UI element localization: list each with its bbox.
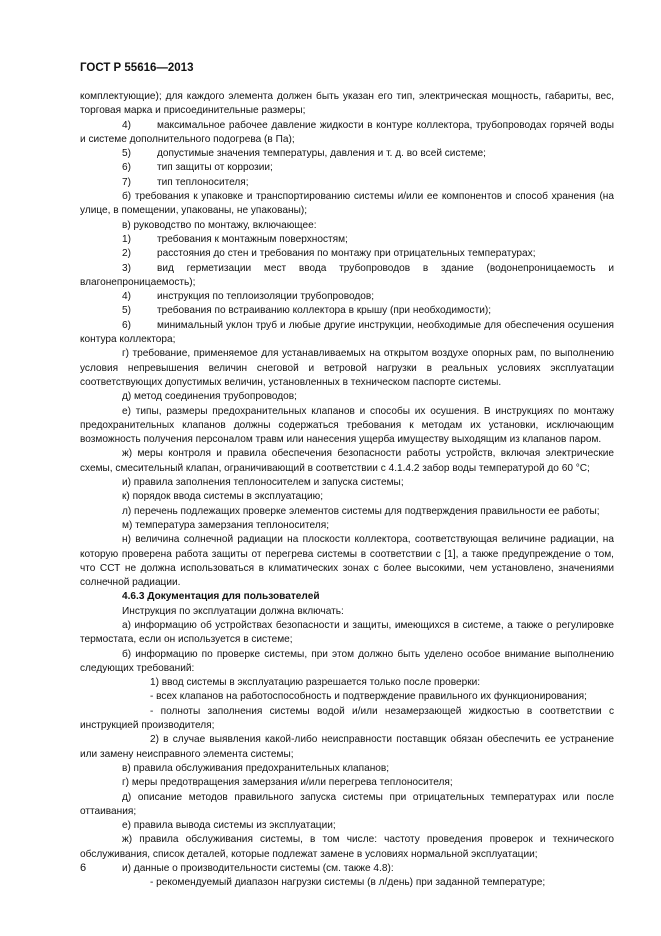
text-paragraph: 4.6.3 Документация для пользователей <box>122 591 320 603</box>
text-paragraph: к) порядок ввода системы в эксплуатацию; <box>122 491 324 503</box>
text-paragraph: н) величина солнечной радиации на плоскости коллектора, соответствующая величине радиации, на которую проверена работа защиты от перегрева системы в соответствии с [1], а также предупреждение о том, что ССТ не должна использоваться в климатических зонах с более высокими, чем установлено, значениями солнечной радиации. <box>80 534 614 589</box>
text-paragraph <box>80 247 614 261</box>
text-paragraph: ж) меры контроля и правила обеспечения безопасности работы устройств, включая электрические схемы, смесительный клапан, ограничивающий в соответствии с 4.1.4.2 забор воды температурой до 60 °С; <box>80 448 614 474</box>
text-paragraph: б) требования к упаковке и транспортированию системы и/или ее компонентов и способ хранения (на улице, в помещении, упакованы, не упакованы); <box>80 191 614 217</box>
list-number: 5) <box>122 148 131 160</box>
text-paragraph: ж) правила обслуживания системы, в том числе: частоту проведения проверок и технического обслуживания, список деталей, которые подлежат замене в условиях нормальной эксплуатации; <box>80 834 614 860</box>
list-number: 2) <box>122 248 131 260</box>
text-paragraph: - полноты заполнения системы водой и/или незамерзающей жидкостью в соответствии с инструкцией производителя; <box>80 705 614 732</box>
list-text: допустимые значения температуры, давления и т. д. во всей системе; <box>157 148 486 160</box>
text-paragraph <box>80 233 614 247</box>
text-paragraph <box>80 147 614 161</box>
text-paragraph <box>80 319 614 348</box>
text-paragraph <box>80 119 614 148</box>
list-number: 6) <box>122 319 131 331</box>
text-paragraph: и) данные о производительности системы (см. также 4.8): <box>122 863 394 875</box>
list-number: 4) <box>122 119 131 131</box>
text-paragraph: б) информацию по проверке системы, при этом должно быть уделено особое внимание выполнению следующих требований: <box>80 648 614 674</box>
list-text: расстояния до стен и требования по монтажу при отрицательных температурах; <box>157 248 536 260</box>
list-text: минимальный уклон труб и любые другие инструкции, необходимые для обеспечения осушения контура коллектора; <box>80 319 614 346</box>
page-number: 6 <box>80 862 87 874</box>
text-paragraph: е) типы, размеры предохранительных клапанов и способы их осушения. В инструкциях по монтажу предохранительных клапанов должны содержаться требования к методам их установки, исключающим возможность получения персоналом травм или нанесения ущерба имуществу выходящим из клапанов паром. <box>80 405 614 446</box>
list-text: вид герметизации мест ввода трубопроводов в здание (водонепроницаемость и влагонепроницаемость); <box>80 262 614 288</box>
list-number: 7) <box>122 176 131 188</box>
text-paragraph: г) требование, применяемое для устанавливаемых на открытом воздухе опорных рам, по выполнению условия непревышения величин снеговой и ветровой нагрузки в реальных условиях эксплуатации соответствующих допустимых величин, установленных в техническом паспорте системы. <box>80 348 614 388</box>
list-number: 4) <box>122 291 131 303</box>
list-number: 5) <box>122 305 131 317</box>
text-paragraph: и) правила заполнения теплоносителем и запуска системы; <box>122 477 404 489</box>
list-text: инструкция по теплоизоляции трубопроводов; <box>157 291 375 303</box>
text-paragraph: 1) ввод системы в эксплуатацию разрешается только после проверки: <box>150 677 481 689</box>
list-number: 3) <box>122 262 131 274</box>
text-paragraph: 2) в случае выявления какой-либо неисправности поставщик обязан обеспечить ее устранение или замену неисправного элемента системы; <box>80 734 614 760</box>
text-paragraph: а) информацию об устройствах безопасности и защиты, имеющихся в системе, а также о регулировке термостата, если он используется в системе; <box>80 619 614 646</box>
list-text: требования по встраиванию коллектора в крышу (при необходимости); <box>157 305 492 317</box>
standard-header: ГОСТ Р 55616—2013 <box>80 62 194 74</box>
list-text: требования к монтажным поверхностям; <box>157 233 348 245</box>
text-paragraph: в) руководство по монтажу, включающее: <box>122 219 317 231</box>
text-paragraph <box>80 176 614 190</box>
text-paragraph <box>80 304 614 318</box>
list-number: 6) <box>122 162 131 174</box>
text-paragraph: Инструкция по эксплуатации должна включать: <box>122 605 344 617</box>
list-text: максимальное рабочее давление жидкости в контуре коллектора, трубопроводах горячей воды и системе дополнительного подогрева (в Па); <box>80 119 614 145</box>
list-text: тип защиты от коррозии; <box>157 162 273 174</box>
text-paragraph: - рекомендуемый диапазон нагрузки системы (в л/день) при заданной температуре; <box>150 877 546 889</box>
text-paragraph: - всех клапанов на работоспособность и подтверждение правильного их функционирования; <box>150 691 587 703</box>
text-paragraph <box>80 262 614 291</box>
document-body <box>80 90 614 891</box>
text-paragraph: е) правила вывода системы из эксплуатации; <box>122 820 336 832</box>
text-paragraph <box>80 161 614 175</box>
text-paragraph: г) меры предотвращения замерзания и/или перегрева теплоносителя; <box>122 777 453 789</box>
list-number: 1) <box>122 233 131 245</box>
text-paragraph: л) перечень подлежащих проверке элементов системы для подтверждения правильности ее работы; <box>122 505 600 517</box>
text-paragraph <box>80 290 614 304</box>
text-paragraph: м) температура замерзания теплоносителя; <box>122 519 330 531</box>
text-paragraph: д) метод соединения трубопроводов; <box>122 391 297 403</box>
text-paragraph: д) описание методов правильного запуска системы при отрицательных температурах или после оттаивания; <box>80 791 614 817</box>
text-paragraph: в) правила обслуживания предохранительных клапанов; <box>122 762 390 774</box>
text-paragraph: комплектующие); для каждого элемента должен быть указан его тип, электрическая мощность, габариты, вес, торговая марка и присоединительные размеры; <box>80 91 614 117</box>
list-text: тип теплоносителя; <box>157 176 249 188</box>
